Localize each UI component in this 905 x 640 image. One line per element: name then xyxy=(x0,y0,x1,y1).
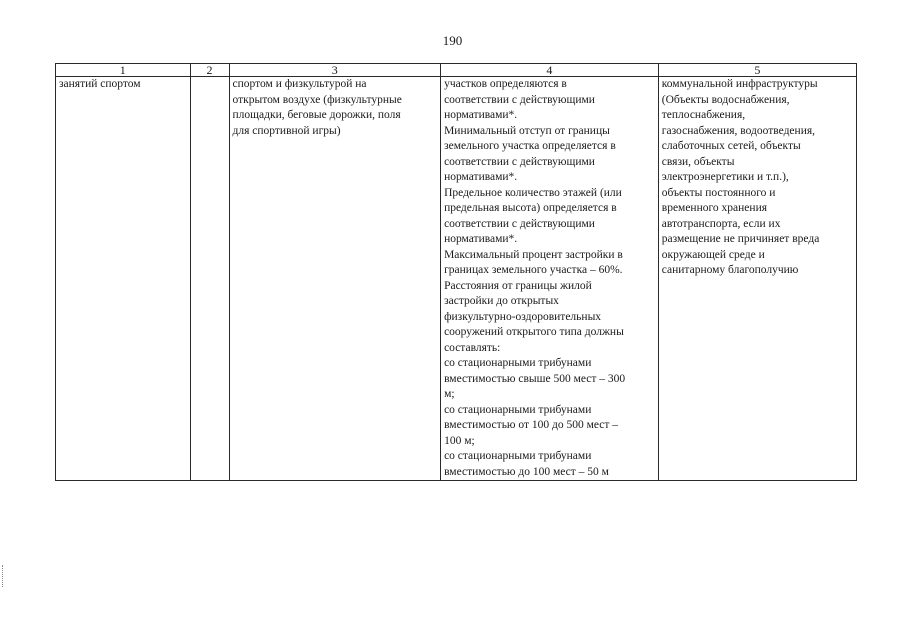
column-header-3: 3 xyxy=(229,64,441,77)
cell-line: со стационарными трибунами xyxy=(444,450,592,462)
cell-line: соответствии с действующими xyxy=(444,217,595,230)
cell-line: составлять: xyxy=(444,341,501,354)
cell-line: временного хранения xyxy=(661,202,768,214)
cell-line: соответствии с действующими xyxy=(444,155,595,168)
cell-line: связи, объекты xyxy=(661,155,735,168)
cell-line: нормативами*. xyxy=(444,233,518,245)
cell-line: размещение не причиняет вреда xyxy=(661,233,820,245)
cell-line: 100 м; xyxy=(444,434,475,447)
cell-col5 xyxy=(658,77,856,481)
cell-line: окружающей среде и xyxy=(661,248,765,261)
cell-line: соответствии с действующими xyxy=(444,93,595,106)
cell-line: занятий спортом xyxy=(59,78,141,90)
cell-col1 xyxy=(56,77,191,481)
cell-line: теплоснабжения, xyxy=(661,109,746,121)
cell-line: площадки, беговые дорожки, поля xyxy=(232,109,401,121)
cell-line: спортом и физкультурой на xyxy=(232,78,367,90)
cell-line: для спортивной игры) xyxy=(232,124,341,137)
cell-line: со стационарными трибунами xyxy=(444,403,592,416)
cell-line: вместимостью от 100 до 500 мест – xyxy=(444,419,619,431)
cell-line: (Объекты водоснабжения, xyxy=(661,93,790,106)
cell-line: границах земельного участка – 60%. xyxy=(444,264,623,276)
table-row xyxy=(56,77,857,481)
cell-line: коммунальной инфраструктуры xyxy=(661,78,818,90)
cell-line: участков определяются в xyxy=(444,78,567,90)
cell-line: Минимальный отступ от границы xyxy=(444,124,610,137)
header-row xyxy=(56,64,857,77)
cell-line: объекты постоянного и xyxy=(661,186,776,199)
cell-line: м; xyxy=(444,388,455,400)
cell-line: Предельное количество этажей (или xyxy=(444,186,622,199)
cell-line: физкультурно-оздоровительных xyxy=(444,310,602,323)
cell-line: предельная высота) определяется в xyxy=(444,202,617,214)
cell-line: сооружений открытого типа должны xyxy=(444,326,624,338)
page-number: 190 xyxy=(442,33,463,48)
cell-line: открытом воздухе (физкультурные xyxy=(232,93,402,106)
cell-line: нормативами*. xyxy=(444,109,518,121)
cell-line: санитарному благополучию xyxy=(661,264,799,276)
cell-line: нормативами*. xyxy=(444,171,518,183)
cell-line: слаботочных сетей, объекты xyxy=(661,140,801,152)
column-header-2: 2 xyxy=(190,64,229,77)
cell-line: автотранспорта, если их xyxy=(661,217,781,230)
regulations-table xyxy=(55,63,857,481)
column-header-1: 1 xyxy=(56,64,191,77)
cell-col4 xyxy=(441,77,659,481)
cell-line: со стационарными трибунами xyxy=(444,357,592,369)
column-header-5: 5 xyxy=(658,64,856,77)
cell-line: Максимальный процент застройки в xyxy=(444,248,623,261)
cell-line: электроэнергетики и т.п.), xyxy=(661,171,789,183)
column-header-4: 4 xyxy=(441,64,659,77)
cell-line: Расстояния от границы жилой xyxy=(444,279,592,292)
cell-line: земельного участка определяется в xyxy=(444,140,616,152)
cell-line: застройки до открытых xyxy=(444,295,559,307)
cell-col2 xyxy=(190,77,229,481)
cell-col3 xyxy=(229,77,441,481)
scan-margin-mark xyxy=(2,565,7,587)
cell-line: вместимостью свыше 500 мест – 300 xyxy=(444,372,626,385)
cell-line: вместимостью до 100 мест – 50 м xyxy=(444,465,609,478)
cell-line: газоснабжения, водоотведения, xyxy=(661,124,816,137)
